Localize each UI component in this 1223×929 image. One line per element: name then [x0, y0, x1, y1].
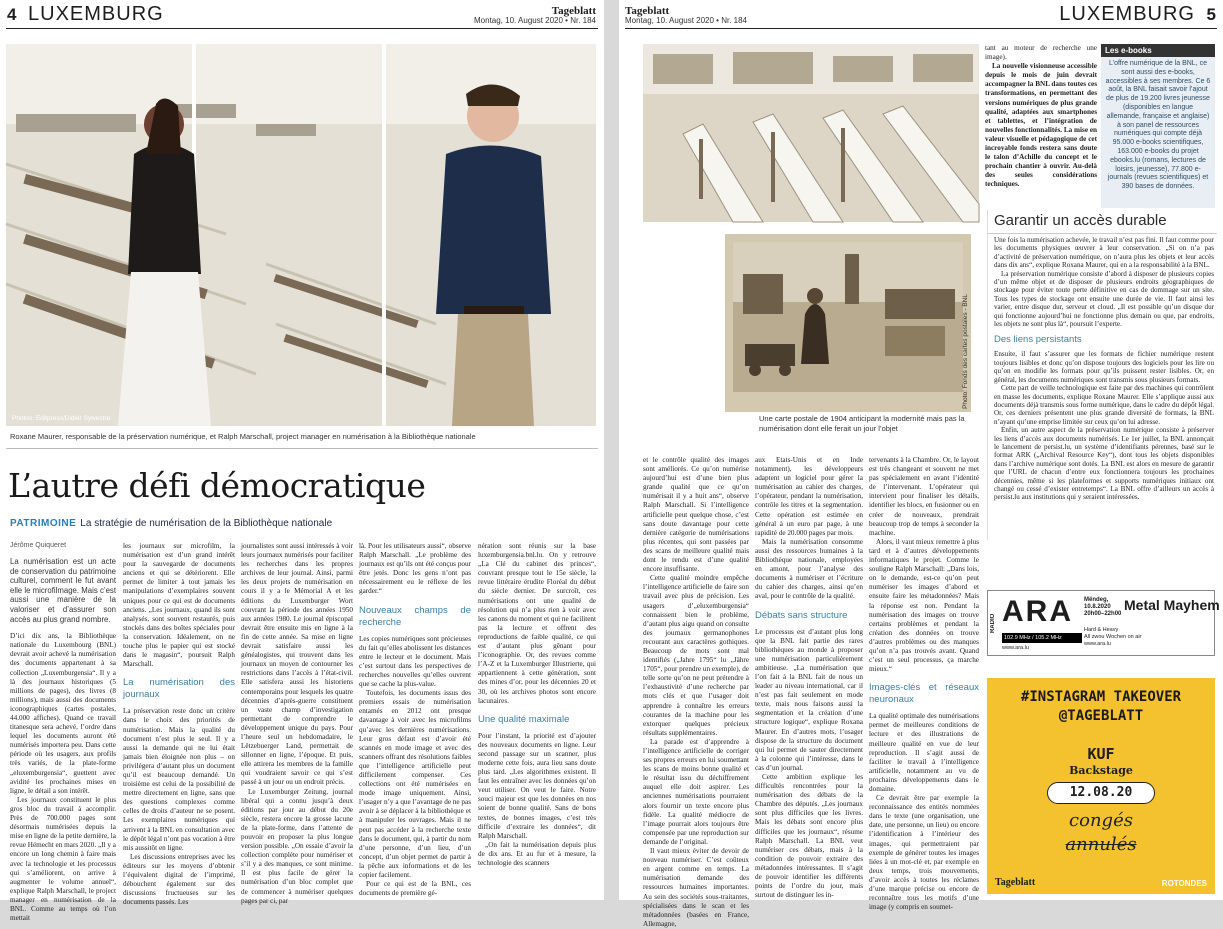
ebooks-box — [1101, 44, 1215, 208]
postcard-drawing — [725, 234, 971, 412]
box-title: Garantir un accès durable — [988, 210, 1217, 234]
paragraph: nération sont réunis sur la base luxemburgensia.bnl.lu. On y retrouve „La Clé du cabinet des princes“, couvrant presque tout le 15e siècle, la revue littéraire érudite Floréal du début du siècle dernier. De surcroît, ces numérisations ont une qualité de résolution qui n’a plus rien à voir avec les canons du moment et qui ne facilitent pas la lecture et offrent des reproductions de faible qualité, ce qui est d’autant plus gênant pour l’iconographie. Or, des revues comme l’A-Z et la Luxemburger Illustrierte, qui appartiennent à cette génération, sont des mines d’or, pour les décennies 20 et 30, où les archives photos sont encore lacunaires. — [478, 542, 596, 705]
paragraph: Toutefois, les documents issus des premiers essais de numérisation entamés en 2012 ont presque davantage à voir avec les microfilms qu’avec les dernières numérisations. Leur gros défaut est d’avoir été scannés en mode image et avec des scanners offrant des résolutions faibles que l’intelligence artificielle peut difficilement compenser. Ces collections ont été numérisées en mode image uniquement. Ainsi, l’usager n’y a que l’avantage de ne pas avoir à se déplacer à la bibliothèque et à manipuler les ouvrages. Mais il ne peut pas accéder à la recherche texte dans le document, qui, à partir du nom d’une personne, d’un lieu, d’un concept, d’un objet permet de partir à la pêche aux informations et de les copier facilement. — [359, 689, 471, 879]
radio-date: 10.8.2020 — [1084, 604, 1111, 610]
crossed-word-1: congés — [1069, 810, 1133, 831]
radio-desc-block — [1084, 627, 1141, 648]
postcard-credit: Photo: Fonds des cartes postales - BNL — [962, 294, 969, 409]
radio-day: Mëndeg, — [1084, 597, 1109, 603]
crossed-word-2: annulés — [1065, 834, 1137, 855]
section-title: LUXEMBURG — [28, 3, 164, 25]
paragraph: journalistes sont aussi intéressés à voir leurs journaux numérisés pour faciliter les recherches dans les propres archives de leur journal. Ainsi, parmi les deux projets de numérisation en cours il y a le Mémorial A et les éditions du Luxemburger Wort couvrant la période des années 1950 aux années 1980. Le journal épiscopal devrait être ensuite mis en ligne à la fin de cette année. Sa mise en ligne devrait satisfaire aussi les généalogistes, qui trouvent dans les journaux un moyen de contourner les restrictions dans l’accès à l’état-civil. Elle satisfera aussi les historiens contemporains pour lesquels les quatre décennies d’après-guerre constituent un vaste champ d’investigation permettant de comprendre le développement unique du pays. Pour l’heure seul un hebdomadaire, le Lëtzebuerger Land, permettait de sillonner en ligne, l’époque. Et puis, elle attirera les membres de la famille qui voudraient savoir ce qui s’est passé à un jour ou un endroit précis. — [241, 542, 353, 787]
paragraph: Pour ce qui est de la BNL, ces documents de première gé- — [359, 880, 471, 898]
paragraph: La nouvelle visionneuse accessible depuis le mois de juin devrait accompagner la BNL dans toutes ces transformations, en permettant des versions numériques de plus grande qualité, adaptées aux smartphones et tablettes, et l’intégration de nouvelles fonctionnalités. La mise en valeur visuelle et pédagogique de cet incroyable fonds restera sans doute le talon d’Achille du concept et le prochain chantier à ouvrir. Au-delà des seules considérations techniques. — [985, 62, 1098, 189]
subheading: Débats sans structure — [755, 609, 848, 621]
box-body — [994, 236, 1214, 536]
paragraph: Cette ambition explique les difficultés rencontrées pour la numérisation des débats de la Chambre des députés. „Les journaux sont plus difficiles que les livres. Mais les débats sont encore plus difficiles que les journaux“, résume Ralph Marschall. La BNL veut numériser ces débats, mais à la condition de pouvoir extraire des métadonnées intéressantes. Il s’agit de pouvoir identifier les différents points de l’ordre du jour, mais surtout de distinguer les in- — [755, 773, 863, 900]
article-column-1 — [10, 542, 116, 923]
subheading: Nouveaux champs de recherche — [359, 604, 471, 628]
radio-side-label: RADIO — [990, 613, 996, 633]
page-number: 4 — [7, 5, 17, 24]
newspaper-page-right — [619, 0, 1223, 928]
header-rule — [625, 28, 1217, 29]
radio-schedule: All zwou Wochen on air — [1084, 634, 1142, 640]
instagram-line-1: #INSTAGRAM TAKEOVER — [1020, 689, 1182, 705]
paragraph: tervenants à la Chambre. Or, le layout est très changeant et souvent ne met pas spécialement en avant l’identité de l’intervenant. L’opérateur qui intervient pour finaliser les détails, identifier les blocs, en fusionner ou en créer de nouveaux, prendrait beaucoup trop de temps à seconder la machine. — [869, 456, 979, 537]
radio-date-block — [1084, 597, 1121, 618]
radio-genre: Hard & Heavy — [1084, 627, 1119, 633]
caption-rule — [6, 448, 598, 449]
kicker-label: PATRIMOINE — [10, 518, 77, 529]
paragraph: Les journaux constituent le plus gros bloc du travail à accomplir. Près de 700.000 pages sont désormais numérisées depuis la mise en ligne de la petite dernière, la revue Hémecht en mars 2020. „Il y a encore un long chemin à faire mais avec la technologie et les processus qui s’améliorent, on arrive à augmenter le volume annuel“, explique Ralph Marschall, le project manager en numérisation de la BNL. Comme au temps où l’on mettait — [10, 795, 116, 923]
radio-logo: ARA — [1002, 595, 1073, 628]
paragraph: tant au moteur de recherche une image). — [985, 44, 1097, 62]
ebooks-title: Les e-books — [1101, 44, 1215, 57]
article-headline: L’autre défi démocratique — [8, 466, 426, 505]
instagram-headline — [987, 688, 1215, 726]
paragraph: Le processus est d’autant plus long que la BNL fait partie des rares bibliothèques au monde à proposer une numérisation particulièrement ambitieuse. „La numérisation que l’on fait à la BNL fait de nous un leader au niveau international, car il n’est pas fait seulement en mode texte, mais nous faisons aussi la segmentation et la création d’une structure logique“, explique Roxana Maurer. En d’autres mots, l’usager dispose de la structure du document qui lui permet de sauter directement à la colonne qui l’intéresse, dans le cas d’un journal. — [755, 627, 863, 772]
radio-time: 20h00–22h00 — [1084, 611, 1122, 617]
radio-frequency: 102.9 MHz / 105.2 MHz — [1002, 633, 1082, 643]
radio-ad — [987, 590, 1220, 656]
paragraph: La parade est d’apprendre à l’intelligence artificielle de corriger ses propres erreurs en lui soumettant les scans de moins bonne qualité et le résultat issu du déchiffrement auquel elle doit aspirer. Les anciennes numérisations pourraient alors fournir un texte encore plus fidèle. La qualité médiocre de l’image pourrait alors toujours être compensée par une reproduction sur demande de l’original. — [643, 737, 749, 846]
paragraph: Ensuite, il faut s’assurer que les formats de fichier numérique restent toujours lisibles et donc qu’on dispose toujours des logiciels pour les lire ou qu’on en modifie les formats pour qu’ils puissent rester lisibles. Or, en général, les documents numériques sont transmis sous plusieurs formats. — [994, 350, 1214, 384]
paragraph: Ce devrait être par exemple la reconnaissance des entités nommées dans le texte (une organisation, une date, une personne, un lieu) ou encore l’identification à l’intérieur des images, qui permettraient par exemple de générer toutes les images liées à un mot-clé et, par exemple en deux temps, trois mouvements, d’avoir accès à toutes les réclames d’une marque précise ou encore de reconnaître tous les motifs d’une image (y compris en soumet- — [869, 794, 979, 912]
venue-1: KUF — [1087, 745, 1115, 763]
instagram-line-2: @TAGEBLATT — [1058, 708, 1144, 724]
page-number: 5 — [1206, 5, 1216, 24]
paragraph: Le Luxemburger Zeitung, journal libéral qui a connu jusqu’à deux éditions par jour au début du 20e siècle, restera encore la grosse lacune de la plate-forme, dans l’attente de pouvoir en proposer la plus longue version possible. „On essaie d’avoir la collection complète pour numériser et s’il y a des manques, ce sont minime. Il est plus facile de gérer la numérisation d’un bloc complet que de commencer à numériser quelques pages par ci, par — [241, 787, 353, 905]
article-column-b — [755, 456, 863, 900]
paragraph: Les discussions entreprises avec les éditeurs sur les moyens d’obtenir l’équivalent digital de l’imprimé, débouchent également sur des discussions fructueuses sur les documents passés. Les — [123, 852, 235, 907]
paragraph: là. Pour les utilisateurs aussi“, observe Ralph Marschall. „Le problème des journaux est qu’ils ont été conçus pour être jetés. Donc les gens n’ont pas nécessairement eu le réflexe de les garder.“ — [359, 542, 471, 596]
paragraph: La préservation reste donc un critère dans le choix des priorités de numérisation. Mais la qualité du document n’est plus le seul. Il y a aussi la demande qui ne lui était jamais bien éloignée non plus – on privilégera d’autant plus un document qu’il est beaucoup demandé. Un troisième est celui de la possibilité de mettre directement en ligne, sans que des questions complexes comme celles de droits d’auteur ne se posent. Les exemplaires numériques qui arrivent à la BNL en consultation avec le dépôt légal n’ont pas vocation à être mis aussitôt en ligne. — [123, 707, 235, 852]
library-photo — [6, 44, 596, 426]
subheading: La numérisation des journaux — [123, 677, 235, 701]
article-lead: La numérisation est un acte de conservation du patrimoine culturel, comment le fut avant elle le microfilmage. Mais c’est aussi une manière de la valoriser et d’assurer son accès au plus grand nombre. — [10, 557, 116, 624]
paragraph: Pour l’instant, la priorité est d’ajouter des nouveaux documents en ligne. Leur second passage sur un scanner, plus moderne cette fois, aura lieu sans doute plus tard. „Les algorithmes existent. Il faut les entraîner avec les données qu’on veut utiliser. On veut le faire. Notre souci majeur est que les données en nos soient de bonne qualité. Sans de bons textes, de bonnes images, c’est très difficile d’extraire les données“, dit Ralph Marschall. — [478, 731, 596, 840]
radio-site-2: www.ara.lu — [1084, 641, 1111, 647]
radio-show-title: Metal Mayhem — [1124, 597, 1220, 613]
paragraph: La qualité optimale des numérisations permet de meilleures conditions de lecture et des illustrations de meilleure qualité en vue de leur reproduction. Il s’agit aussi de faciliter le travail à l’intelligence artificielle, notamment au vu de prochains développements dans le domaine. — [869, 712, 979, 793]
ad-brand: Tageblatt — [995, 877, 1036, 888]
paragraph: et le contrôle qualité des images sont améliorés. Ce qu’on numérise aujourd’hui est d’une bien plus grande qualité que ce qu’on numérisait il y a huit ans“, observe Ralph Marschall. Si l’intelligence artificielle peut quelque chose, c’est sans doute davantage pour cette dernière catégorie de numérisations plus récentes, qui sont passées par des scans de meilleure qualité mais dont le rendu est d’une qualité encore insuffisante. — [643, 456, 749, 574]
paragraph: Cette part de veille technologique est faite par des machines qui contrôlent en masse les documents, explique Roxane Maurer. Elle s’applique aussi aux documents déjà transmis sous forme numérique, dans le cadre du dépôt légal. Or, ces derniers présentent une plus grande diversité de formats, la BNL n’ayant qu’une emprise limitée sur ceux qu’on lui adresse. — [994, 384, 1214, 426]
paragraph: Enfin, un autre aspect de la préservation numérique consiste à préserver les liens d’accès aux documents numérisés. Le 1er juillet, la BNL annonçait le lancement de persist.lu, un système d’identifiants pérennes, basé sur le format ARK („Archival Resource Key“), dont tous les objets disponibles dans l’archive numérique sont dotés. La BNL est alors en mesure de garantir que l’URL de chacun d’entre eux fonctionnera toujours les prochaines décennies, même si les plateformes et supports numériques initiaux ont changé ou cessé d’exister entretemps“. La BNL offre d’ailleurs un accès à persist.lu aux institutions qui y seraient intéressées. — [994, 426, 1214, 502]
paragraph: Cette qualité moindre empêche l’intelligence artificielle de faire son travail avec plus de précision. Les usagers d’„eluxemburgensia“ connaissent bien le problème, d’autant plus aigu quand on consulte des journaux germanophones recourant aux caractères gothiques. Beaucoup de mots sont mal identifiés („Jahre 1795“ lu „Jähre 1705“, pour prendre un exemple), de telle sorte qu’on ne peut prétendre à l’exhaustivité d’une recherche par mots clés et que l’usager doit apprendre à connaître les erreurs courantes de la machine pour les extorquer quelques précieux résultats supplémentaires. — [643, 574, 749, 737]
article-kicker — [10, 518, 332, 529]
shelves-photo — [643, 44, 979, 222]
subheading: Images-clés et réseaux neuronaux — [869, 682, 979, 706]
event-date: 12.08.20 — [1047, 782, 1155, 804]
paragraph: Alors, il vaut mieux remettre à plus tard et à d’autres développements informatiques le projet. Comme le souligne Ralph Marschall: „Dans lois, on le demande, est-ce qu’on peut numériser les images d’abord et ensuite faire les métadonnées? Mais la réponse est non. Pendant la numérisation des images on trouve certains problèmes et pendant la création des données on trouve d’autres problèmes ou des manques qu’on n’a pas trouvés avant. Quand c’est un seul processus, ça marche mieux.“ — [869, 537, 979, 674]
masthead: Tageblatt — [551, 5, 596, 17]
newspaper-page-left — [0, 0, 604, 923]
paragraph: D’ici dix ans, la Bibliothèque nationale du Luxembourg (BNL) devrait avoir achevé la numérisation des documents appartenant à sa collection „Luxemburgensia“. Il y a là des journaux historiques (5 millions de pages), des livres (8 millions), mais aussi des documents iconographiques (cartes postales, 44.000 affiches). Quand ce travail titanesque sera achevé, l’ordre dans lequel les documents auront été numérisés importera peu. Dans cette période où les usagers, aux profils très variés, de la plate-forme „eluxemburgensia“, guettent avec avidité les prochaines mises en ligne, le détail a son intérêt. — [10, 632, 116, 795]
ebooks-text: L’offre numérique de la BNL, ce sont aussi des e-books, accessibles à ses membres. Ce 6 août, la BNL faisait savoir l’ajout de plus de 19.200 livres jeunesse (disponibles en langue allemande, française et anglaise) à son panel de ressources numériques qui compte déjà 95.000 e-books scientifiques, 163.000 e-books du projet ebooks.lu (romans, lectures de loisirs, jeunesse), 77.800 e-journals (revues scientifiques) et 390 bases de données. — [1105, 60, 1211, 191]
article-column-a — [643, 456, 749, 928]
ad-partner: ROTONDES — [1161, 879, 1207, 888]
sidebar-box — [987, 210, 1217, 540]
issue-info: Montag, 10. August 2020 • Nr. 184 — [474, 16, 596, 25]
library-photo-drawing — [6, 44, 596, 426]
byline: Jérôme Quiqueret — [10, 542, 67, 549]
article-column-c — [869, 456, 979, 912]
box-subheading: Des liens persistants — [994, 334, 1082, 346]
instagram-ad — [987, 678, 1215, 894]
subheading: Une qualité maximale — [478, 713, 570, 725]
paragraph: Une fois la numérisation achevée, le travail n’est pas fini. Il faut comme pour les documents physiques œuvrer à leur conservation. „Si on n’a pas d’activité de préservation numérique, on n’aura plus les objets et leur accès dans dix ans“, explique Roxana Maurer, qui en a la responsabilité à la BNL. — [994, 236, 1214, 270]
postcard-caption: Une carte postale de 1904 anticipant la modernité mais pas la numérisation dont elle ferait un jour l’objet — [759, 414, 965, 433]
article-column-5 — [478, 542, 596, 896]
header-rule — [6, 28, 598, 29]
paragraph: Les copies numériques sont précieuses du fait qu’elles abolissent les distances entre le lecteur et le document. Mais c’est surtout dans les perspectives de recherches nouvelles qu’elles ouvrent que se cache la plus-value. — [359, 634, 471, 689]
postcard-image — [725, 234, 971, 412]
issue-info: Montag, 10. August 2020 • Nr. 184 — [625, 16, 747, 25]
article-column-3 — [241, 542, 353, 905]
paragraph: les journaux sur microfilm, la numérisation est d’un grand intérêt pour la sauvegarde de documents anciens et qui se détériorent. Elle permet de limiter à tout jamais les manipulations d’exemplaires souvent uniques pour ce qui est de documents anciens. „Les journaux, quand ils sont analysés, sont souvent restaurés, puis stockés dans des boîtes spéciales pour la conservation. Idéalement, on ne touche plus le papier qui est stocké dans le magasin“, poursuit Ralph Marschall. — [123, 542, 235, 669]
photo-credit: Photos: Editpress/Didier Sylvestre — [12, 415, 111, 422]
masthead: Tageblatt — [625, 5, 670, 17]
paragraph: Il vaut mieux éviter de devoir de nouveau numériser. C’est coûteux en argent comme en temps. La numérisation demande des ressources humaines importantes. Au sein des sociétés sous-traitantes, spécialisées dans le scan et les métadonnées (basées en France, Allemagne, — [643, 847, 749, 928]
paragraph: aux Etats-Unis et en Inde notamment), les développeurs adaptent un logiciel pour gérer la numérisation au cahier des charges, l’opérateur, pendant la numérisation, contrôle les titres et la segmentation. Cette opération est estimée en général à un euro par page, à une rapidité de 20.000 pages par mois. — [755, 456, 863, 537]
paragraph: La préservation numérique consiste d’abord à disposer de plusieurs copies d’un même objet et de disposer de plusieurs endroits géographiques de stockage pour éviter toute perte définitive en cas de dommage sur un site. Tous les types de stockage ont ensuite une durée de vie. Il faut ainsi les varier, entre disque dur, serveur et cloud. „Il est possible qu’un disque dur qui fonctionne aujourd’hui ne fonctionne plus demain ou que, par endroits, les objets ne sont plus là“, poursuit l’experte. — [994, 269, 1214, 329]
paragraph: „On fait la numérisation depuis plus de dix ans. Et au fur et à mesure, la technologie des scanners — [478, 840, 596, 867]
article-column-2 — [123, 542, 235, 907]
intro-column — [985, 44, 1097, 222]
article-column-4 — [359, 542, 471, 896]
radio-site: www.ara.lu — [1002, 645, 1029, 651]
section-title: LUXEMBURG — [1059, 3, 1195, 25]
paragraph: Mais la numérisation consomme aussi des ressources humaines à la Bibliothèque nationale, employées en amont, pour l’analyse des documents à numériser et l’écriture du cahier des charges, ainsi qu’en aval, pour le contrôle de la qualité. — [755, 537, 863, 601]
photo-caption: Roxane Maurer, responsable de la préservation numérique, et Ralph Marschall, project manager en numérisation à la Bibliothèque nationale — [10, 432, 476, 441]
venue-2: Backstage — [1069, 764, 1133, 777]
shelves-photo-drawing — [643, 44, 979, 222]
article-subhead: La stratégie de numérisation de la Bibliothèque nationale — [80, 518, 333, 529]
